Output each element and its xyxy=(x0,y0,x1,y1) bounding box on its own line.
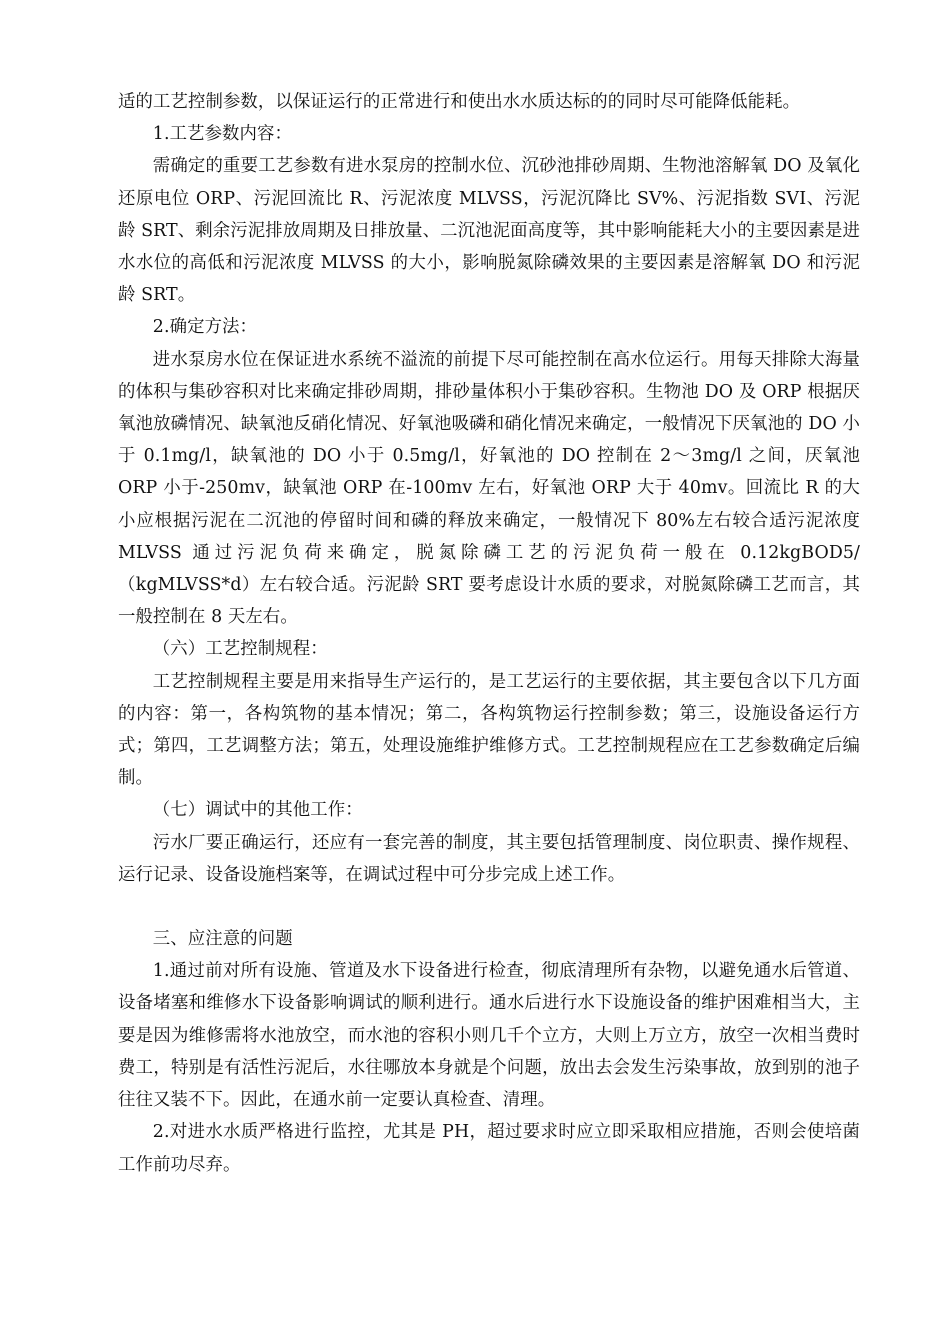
heading-process-parameters: 1.工艺参数内容： xyxy=(152,124,293,145)
paragraph-parameters: 需确定的重要工艺参数有进水泵房的控制水位、沉砂池排砂周期、生物池溶解氧 DO 及氧化还原电位 ORP、污泥回流比 R、污泥浓度 MLVSS，污泥沉降比 SV%、污泥指数 SVI、污泥龄 SRT、剩余污泥排放周期及日排放量、二沉池泥面高度等，其中影响能耗大小的主要因素是进水水位的高低和污泥浓度 MLVSS 的大小，影响脱氮除磷效果的主要因素是溶解氧 DO 和污泥龄 SRT。 xyxy=(118,156,860,306)
paragraph-continuation: 适的工艺控制参数，以保证运行的正常进行和使出水水质达标的的同时尽可能降低能耗。 xyxy=(118,92,801,112)
section-gap xyxy=(118,891,860,923)
paragraph-method: 进水泵房水位在保证进水系统不溢流的前提下尽可能控制在高水位运行。用每天排除大海量的体积与集砂容积对比来确定排砂周期，排砂量体积小于集砂容积。生物池 DO 及 ORP 根据厌氧池放磷情况、缺氧池反硝化情况、好氧池吸磷和硝化情况来确定，一般情况下厌氧池的 DO 小于 0.1mg/l，缺氧池的 DO 小于 0.5mg/l，好氧池的 DO 控制在 2～3mg/l 之间，厌氧池 ORP 小于-250mv，缺氧池 ORP 在-100mv 左右，好氧池 ORP 大于 40mv。回流比 R 的大小应根据污泥在二沉池的停留时间和磷的释放来确定，一般情况下 80%左右较合适污泥浓度 MLVSS 通过污泥负荷来确定，脱氮除磷工艺的污泥负荷一般在 0.12kgBOD5/（kgMLVSS*d）左右较合适。污泥龄 SRT 要考虑设计水质的要求，对脱氮除磷工艺而言，其一般控制在 8 天左右。 xyxy=(118,349,860,628)
paragraph-control-rules: 工艺控制规程主要是用来指导生产运行的，是工艺运行的主要依据，其主要包含以下几方面的内容：第一，各构筑物的基本情况；第二，各构筑物运行控制参数；第三，设施设备运行方式；第四，工艺调整方法；第五，处理设施维护维修方式。工艺控制规程应在工艺参数确定后编制。 xyxy=(118,671,860,789)
heading-other-work: （七）调试中的其他工作： xyxy=(152,800,363,821)
heading-control-rules: （六）工艺控制规程： xyxy=(152,639,328,660)
heading-notes: 三、应注意的问题 xyxy=(152,929,293,950)
paragraph-note-1: 1.通过前对所有设施、管道及水下设备进行检查，彻底清理所有杂物，以避免通水后管道、设备堵塞和维修水下设备影响调试的顺利进行。通水后进行水下设施设备的维护困难相当大，主要是因为维修需将水池放空，而水池的容积小则几千个立方，大则上万立方，放空一次相当费时费工，特别是有活性污泥后，水往哪放本身就是个问题，放出去会发生污染事故，放到别的池子往往又装不下。因此，在通水前一定要认真检查、清理。 xyxy=(118,961,860,1111)
paragraph-other-work: 污水厂要正确运行，还应有一套完善的制度，其主要包括管理制度、岗位职责、操作规程、运行记录、设备设施档案等，在调试过程中可分步完成上述工作。 xyxy=(118,832,860,885)
heading-determination-method: 2.确定方法： xyxy=(152,317,258,338)
document-page xyxy=(118,86,860,1181)
paragraph-note-2: 2.对进水水质严格进行监控，尤其是 PH，超过要求时应立即采取相应措施，否则会使培菌工作前功尽弃。 xyxy=(118,1122,860,1175)
